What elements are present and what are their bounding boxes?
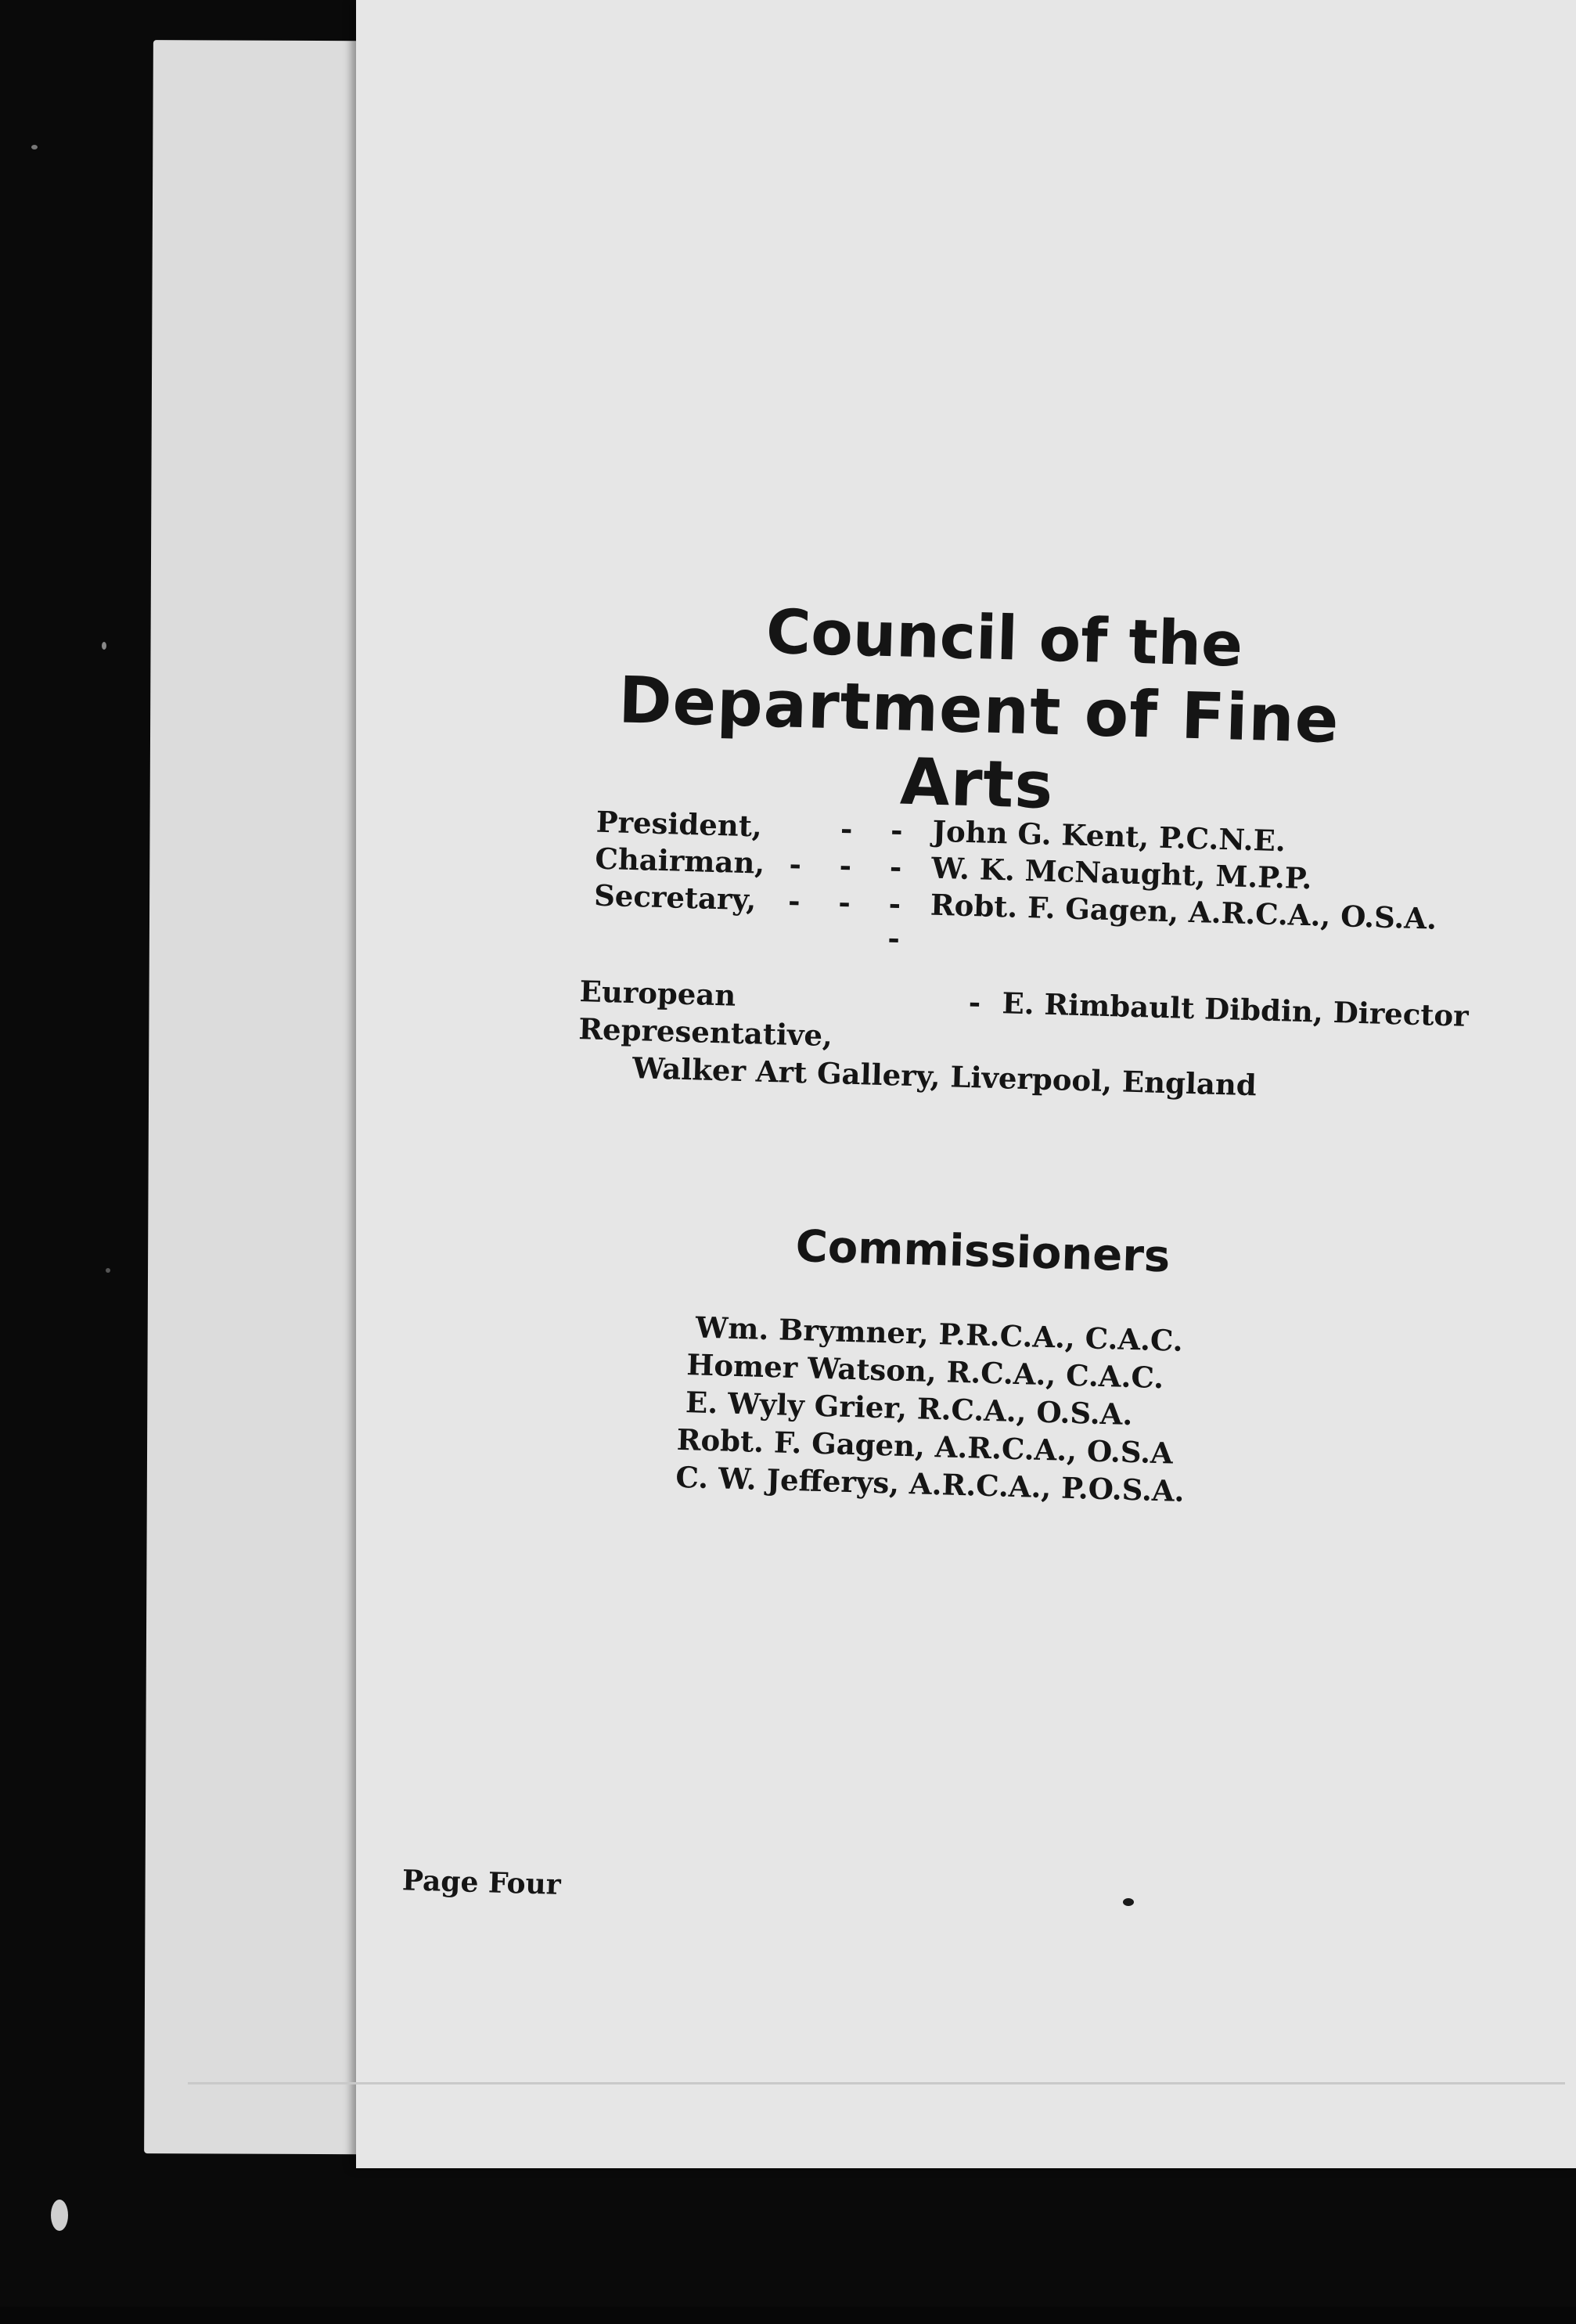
- commissioner-item: Wm. Brymner, P.R.C.A., C.A.C.: [695, 1310, 1184, 1358]
- officer-name: Robt. F. Gagen, A.R.C.A., O.S.A.: [930, 887, 1437, 936]
- european-separator: -: [968, 985, 981, 1020]
- commissioner-item: Robt. F. Gagen, A.R.C.A., O.S.A: [676, 1421, 1174, 1471]
- officer-name: W. K. McNaught, M.P.P.: [930, 850, 1313, 896]
- european-affiliation: Walker Art Gallery, Liverpool, England: [631, 1050, 1258, 1103]
- officer-role: Secretary,: [593, 877, 757, 917]
- officer-name: John G. Kent, P.C.N.E.: [932, 813, 1286, 859]
- commissioners-heading: Commissioners: [794, 1221, 1171, 1283]
- commissioner-item: E. Wyly Grier, R.C.A., O.S.A.: [685, 1385, 1133, 1432]
- officer-separator: - - - -: [787, 883, 916, 957]
- commissioners-list: [675, 1308, 1306, 1513]
- page-title: [585, 593, 1373, 832]
- officer-role: President,: [595, 804, 763, 844]
- european-representative: [577, 972, 1558, 1112]
- european-name: E. Rimbault Dibdin, Director: [1001, 985, 1470, 1033]
- title-line-1: Council of the: [765, 596, 1244, 681]
- title-line-2: Department of Fine Arts: [617, 663, 1340, 823]
- officer-separator: - -: [840, 811, 918, 849]
- officers-list: [593, 804, 1535, 957]
- officer-role: Chairman,: [594, 841, 765, 881]
- officer-separator: - - -: [788, 846, 916, 885]
- commissioner-item: C. W. Jefferys, A.R.C.A., P.O.S.A.: [675, 1459, 1186, 1508]
- commissioner-item: Homer Watson, R.C.A., C.A.C.: [685, 1347, 1164, 1396]
- european-role: European Representative,: [578, 974, 833, 1054]
- page-number: Page Four: [401, 1864, 562, 1901]
